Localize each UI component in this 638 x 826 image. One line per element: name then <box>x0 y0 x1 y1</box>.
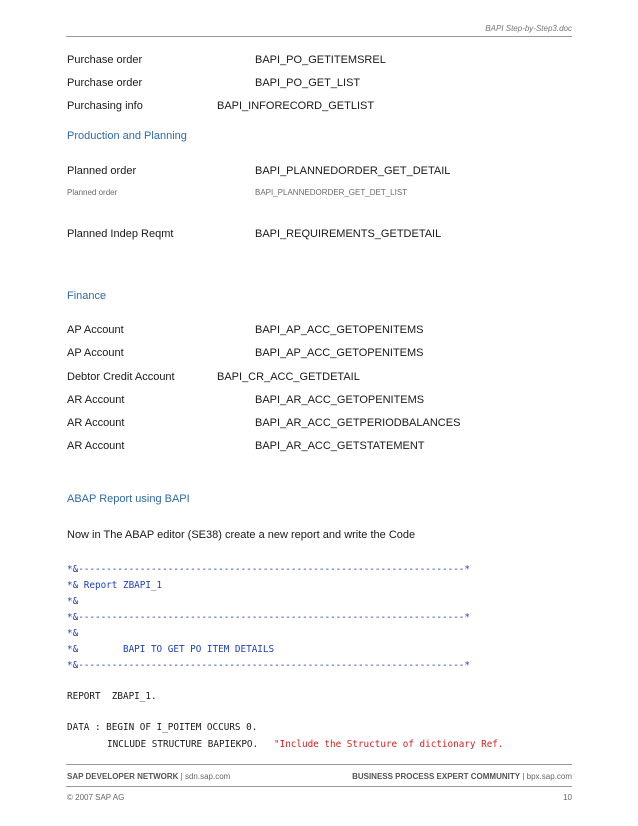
code-comment-blank: *& <box>67 596 79 607</box>
code-comment-rule: *&---------------------------------------------------------------------* <box>67 612 470 623</box>
row-label: Debtor Credit Account <box>67 371 175 383</box>
code-comment-rule: *&---------------------------------------------------------------------* <box>67 564 470 575</box>
row-bapi: BAPI_PLANNEDORDER_GET_DETAIL <box>255 165 451 177</box>
code-comment-rule: *&---------------------------------------------------------------------* <box>67 660 470 671</box>
row-label: Planned order <box>67 165 137 177</box>
code-comment-blank: *& <box>67 628 79 639</box>
footer-copyright: © 2007 SAP AG <box>67 793 125 802</box>
row-label: AR Account <box>67 440 125 452</box>
code-comment-report: *& Report ZBAPI_1 <box>67 580 163 591</box>
code-include-comment: "Include the Structure of dictionary Ref. <box>274 739 504 750</box>
header-rule <box>66 36 572 37</box>
row-bapi: BAPI_AR_ACC_GETPERIODBALANCES <box>255 417 461 429</box>
intro-paragraph: Now in The ABAP editor (SE38) create a new report and write the Code <box>67 529 416 541</box>
row-label: AR Account <box>67 394 125 406</box>
code-comment-description: *& BAPI TO GET PO ITEM DETAILS <box>67 644 275 655</box>
footer-network-url[interactable]: sdn.sap.com <box>184 772 231 781</box>
code-data-statement: DATA : BEGIN OF I_POITEM OCCURS 0. <box>67 722 258 733</box>
row-label: Purchasing info <box>67 100 143 112</box>
row-bapi: BAPI_INFORECORD_GETLIST <box>217 100 375 112</box>
row-label: Planned Indep Reqmt <box>67 228 174 240</box>
footer-network <box>67 772 230 781</box>
footer-community <box>352 772 572 781</box>
row-bapi: BAPI_AR_ACC_GETOPENITEMS <box>255 394 425 406</box>
row-label: AP Account <box>67 347 124 359</box>
row-bapi: BAPI_PLANNEDORDER_GET_DET_LIST <box>255 188 408 197</box>
footer-separator: | <box>522 772 525 781</box>
row-bapi: BAPI_CR_ACC_GETDETAIL <box>217 371 360 383</box>
row-label: AP Account <box>67 324 124 336</box>
section-heading-abap: ABAP Report using BAPI <box>67 493 190 505</box>
page-number: 10 <box>563 793 572 802</box>
footer-community-name: BUSINESS PROCESS EXPERT COMMUNITY <box>352 772 521 781</box>
row-bapi: BAPI_PO_GET_LIST <box>255 77 361 89</box>
footer-community-url[interactable]: bpx.sap.com <box>526 772 572 781</box>
row-label: AR Account <box>67 417 125 429</box>
footer-rule-top <box>66 764 572 765</box>
row-label: Planned order <box>67 188 118 197</box>
document-title: BAPI Step-by-Step3.doc <box>485 24 572 33</box>
section-heading-finance: Finance <box>67 290 107 302</box>
row-label: Purchase order <box>67 54 143 66</box>
footer-separator: | <box>180 772 183 781</box>
row-bapi: BAPI_AP_ACC_GETOPENITEMS <box>255 324 424 336</box>
code-include-statement: INCLUDE STRUCTURE BAPIEKPO. <box>107 739 259 750</box>
footer-network-name: SAP DEVELOPER NETWORK <box>67 772 179 781</box>
row-bapi: BAPI_AP_ACC_GETOPENITEMS <box>255 347 424 359</box>
row-label: Purchase order <box>67 77 143 89</box>
section-heading-production: Production and Planning <box>67 130 187 142</box>
code-report-statement: REPORT ZBAPI_1. <box>67 691 157 702</box>
row-bapi: BAPI_REQUIREMENTS_GETDETAIL <box>255 228 442 240</box>
row-bapi: BAPI_PO_GETITEMSREL <box>255 54 386 66</box>
row-bapi: BAPI_AR_ACC_GETSTATEMENT <box>255 440 425 452</box>
footer-rule-bottom <box>66 786 572 787</box>
